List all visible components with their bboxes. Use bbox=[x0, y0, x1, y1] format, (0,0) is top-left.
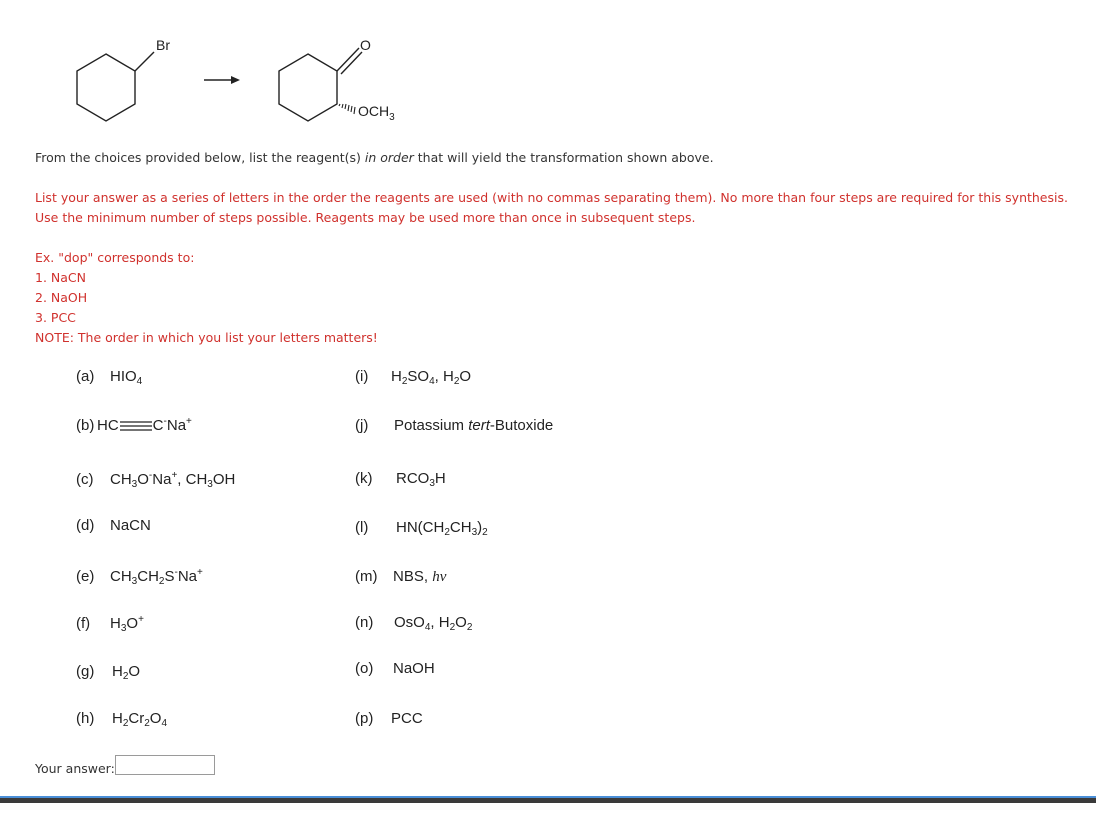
choice-m: (m) NBS, hν bbox=[355, 568, 447, 585]
choice-o: (o) NaOH bbox=[355, 660, 435, 677]
order-note: NOTE: The order in which you list your letters matters! bbox=[35, 330, 378, 345]
choice-g: (g) $H_2O$ bbox=[76, 663, 141, 682]
example-heading: Ex. "dop" corresponds to: bbox=[35, 250, 195, 265]
methoxy-label: $OCH_3$ bbox=[358, 103, 395, 123]
choice-k: (k) $RCO_3H$ bbox=[355, 470, 446, 489]
choice-a: (a) $HIO_4$ bbox=[76, 368, 143, 387]
example-step-2: 2. NaOH bbox=[35, 290, 88, 305]
triple-bond bbox=[120, 421, 152, 431]
choice-n: (n) OsO$_4$, $H_2O_2$ bbox=[355, 614, 473, 633]
reactant-ring bbox=[77, 54, 135, 121]
example-step-1: 1. NaCN bbox=[35, 270, 86, 285]
choice-d: (d) NaCN bbox=[76, 517, 151, 534]
choice-e: (e) $CH_3CH_2S^-Na^+$ bbox=[76, 567, 203, 587]
instruction-line-2: List your answer as a series of letters in the order the reagents are used (with no commas separating them). No more than four steps are required for this synthesis. bbox=[35, 190, 1068, 205]
example-step-3: 3. PCC bbox=[35, 310, 76, 325]
choice-i: (i) $H_2SO_4$, $H_2O$ bbox=[355, 368, 472, 387]
choice-j: (j) Potassium tert-Butoxide bbox=[355, 417, 554, 434]
reaction-arrow-head bbox=[231, 76, 240, 84]
bromine-label: Br bbox=[156, 37, 170, 53]
product-ring bbox=[279, 54, 337, 121]
answer-label: Your answer: bbox=[35, 761, 115, 776]
choice-l: (l) $HN(CH_2CH_3)_2$ bbox=[355, 519, 488, 538]
answer-input[interactable] bbox=[115, 755, 215, 775]
reaction-scheme bbox=[60, 28, 440, 128]
choice-p: (p) PCC bbox=[355, 710, 423, 727]
instruction-line-3: Use the minimum number of steps possible. Reagents may be used more than once in subsequent steps. bbox=[35, 210, 696, 225]
reactant-c-br-bond bbox=[135, 52, 154, 71]
choice-f: (f) $H_3O^+$ bbox=[76, 614, 144, 634]
instruction-line-1: From the choices provided below, list the reagent(s) in order that will yield the transformation shown above. bbox=[35, 150, 714, 165]
hashed-wedge-bond bbox=[339, 104, 355, 114]
choice-b: (b) HC C-Na+ bbox=[76, 416, 192, 434]
choice-h: (h) $H_2Cr_2O_4$ bbox=[76, 710, 168, 729]
carbonyl-oxygen-label: O bbox=[360, 37, 371, 53]
footer-accent-line bbox=[0, 796, 1096, 798]
choice-c: (c) $CH_3O^-Na^+$, $CH_3OH$ bbox=[76, 470, 236, 490]
